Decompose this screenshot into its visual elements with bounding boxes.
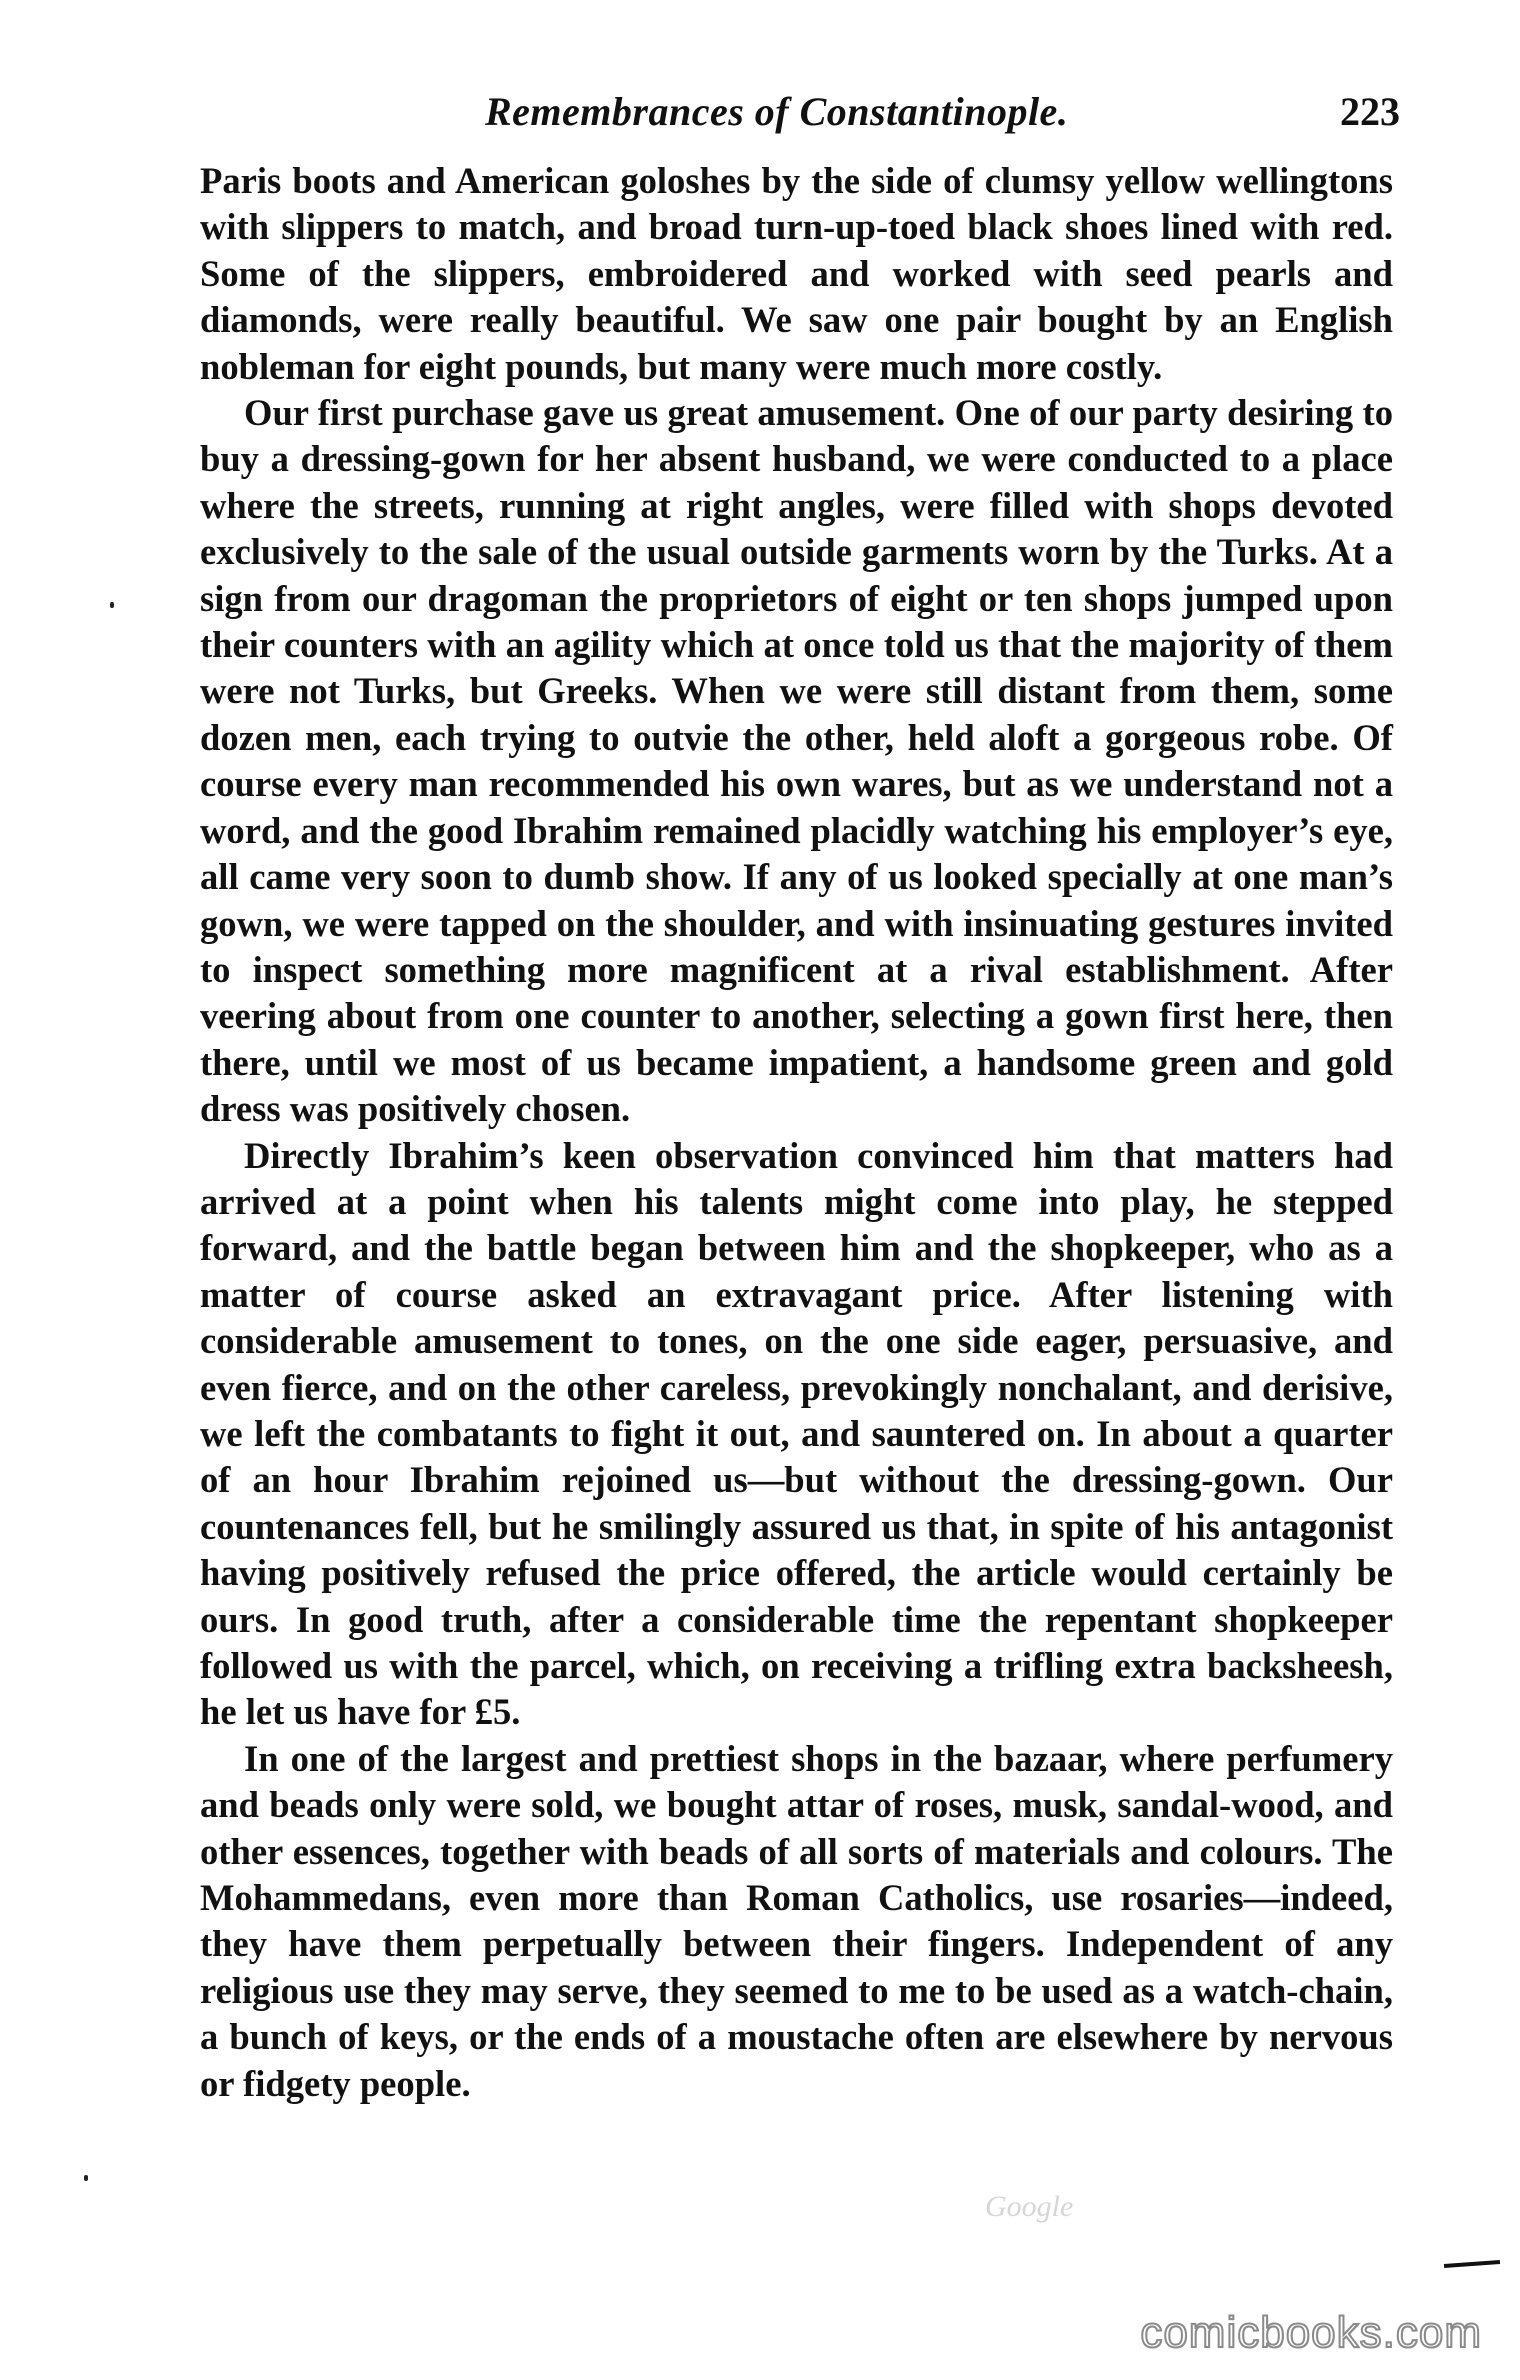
stray-ink-mark [84,2175,88,2181]
paragraph: Our first purchase gave us great amusement. One of our party desiring to buy a dressing-gown for her absent husband, we were conducted to a place where the streets, running at right angles, were filled with shops devoted exclusively to the sale of the usual outside garments worn by the Turks. At a sign from our dragoman the proprietors of eight or ten shops jumped upon their counters with an agility which at once told us that the majority of them were not Turks, but Greeks. When we were still distant from them, some dozen men, each trying to outvie the other, held aloft a gorgeous robe. Of course every man recommended his own wares, but as we understand not a word, and the good Ibrahim remained placidly watching his employer’s eye, all came very soon to dumb show. If any of us looked specially at one man’s gown, we were tapped on the shoulder, and with insinuating gestures invited to inspect something more magnificent at a rival establishment. After veering about from one counter to another, selecting a gown first here, then there, until we most of us became impatient, a handsome green and gold dress was positively chosen. [200,392,1393,1130]
paragraph: In one of the largest and prettiest shops in the bazaar, where perfumery and beads only were sold, we bought attar of roses, musk, sandal-wood, and other essences, together with beads of all sorts of materials and colours. The Mohammedans, even more than Roman Catholics, use rosaries—indeed, they have them perpetually between their fingers. Independent of any religious use they may serve, they seemed to me to be used as a watch-chain, a bunch of keys, or the ends of a moustache often are elsewhere by nervous or fidgety people. [200,1737,1393,2104]
running-head [200,88,1400,148]
page-end-rule [1444,2260,1500,2268]
digitizer-watermark: Google [985,2190,1074,2223]
stray-ink-mark [110,602,114,608]
paragraph: Paris boots and American goloshes by the side of clumsy yellow wellingtons with slippers to match, and broad turn-up-toed black shoes lined with red. Some of the slippers, embroidered and worked with seed pearls and diamonds, were really beautiful. We saw one pair bought by an English nobleman for eight pounds, but many were much more costly. [200,160,1393,387]
site-watermark: comicbooks.com [1140,2308,1482,2357]
running-title: Remembrances of Constantinople. [485,89,1069,134]
body-text [200,158,1393,2107]
page-number: 223 [1340,89,1400,134]
paragraph: Directly Ibrahim’s keen observation convinced him that matters had arrived at a point when his talents might come into play, he stepped forward, and the battle began between him and the shopkeeper, who as a matter of course asked an extravagant price. After listening with considerable amusement to tones, on the one side eager, persuasive, and even fierce, and on the other careless, prevokingly nonchalant, and derisive, we left the combatants to fight it out, and sauntered on. In about a quarter of an hour Ibrahim rejoined us—but without the dressing-gown. Our countenances fell, but he smilingly assured us that, in spite of his antagonist having positively refused the price offered, the article would certainly be ours. In good truth, after a considerable time the repentant shopkeeper followed us with the parcel, which, on receiving a trifling extra backsheesh, he let us have for £5. [200,1134,1393,1733]
